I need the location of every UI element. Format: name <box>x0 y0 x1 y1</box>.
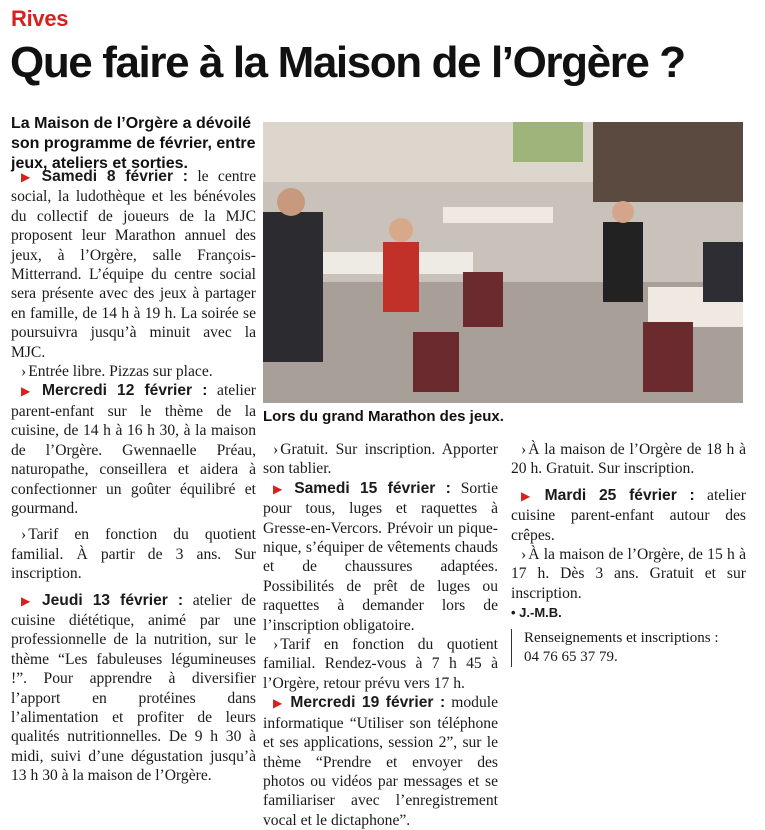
chevron-right-icon: › <box>21 363 27 381</box>
chevron-right-icon: › <box>273 441 279 458</box>
event-text: module informatique “Utiliser son téléphone et ses applications, session 2”, sur le thème “Prendre et envoyer des photos ou vidéos par messages et se familiariser avec l’enregistrement vocal et le dictaphone”. <box>263 694 498 829</box>
event-sat8 <box>11 167 256 362</box>
photo-caption: Lors du grand Marathon des jeux. <box>263 408 504 425</box>
event-practical <box>11 362 256 381</box>
event-date: Jeudi 13 février : <box>41 591 184 609</box>
chevron-right-icon: › <box>21 526 27 544</box>
event-date: Mardi 25 février : <box>544 486 695 504</box>
event-practical <box>263 440 498 479</box>
triangle-right-icon: ▶ <box>21 170 36 184</box>
chevron-right-icon: › <box>521 441 527 458</box>
triangle-right-icon: ▶ <box>21 384 36 399</box>
event-thu13 <box>11 591 256 786</box>
event-date: Mercredi 19 février : <box>290 694 446 712</box>
event-sat15 <box>263 479 498 635</box>
event-wed12 <box>11 381 256 518</box>
practical-text: Tarif en fonction du quotient familial. Rendez-vous à 7 h 45 à l’Orgère, retour prévu vers 17 h. <box>263 636 498 692</box>
info-label: Renseignements et inscriptions : <box>524 629 719 646</box>
section-kicker: Rives <box>11 6 69 31</box>
chevron-right-icon: › <box>273 636 279 654</box>
practical-text: Gratuit. Sur inscription. Apporter son tablier. <box>263 441 498 478</box>
info-phone: 04 76 65 37 79. <box>524 648 618 665</box>
practical-text: Tarif en fonction du quotient familial. À partir de 3 ans. Sur inscription. <box>11 526 256 583</box>
practical-text: À la maison de l’Orgère, de 15 h à 17 h. Dès 3 ans. Gratuit et sur inscription. <box>511 546 746 602</box>
event-text: Sortie pour tous, luges et raquettes à Gresse-en-Vercors. Prévoir un pique-nique, s’équiper de vêtements chauds et de chaussures adaptées. Possibilités de prêt de luges ou raquettes à demander lors de l’inscription obligatoire. <box>263 479 498 634</box>
event-practical <box>263 635 498 693</box>
event-date: Samedi 15 février : <box>294 479 451 497</box>
triangle-right-icon: ▶ <box>521 488 539 503</box>
practical-text: Entrée libre. Pizzas sur place. <box>28 363 213 381</box>
byline-text: J.-M.B. <box>519 605 562 621</box>
event-date: Samedi 8 février : <box>41 168 188 185</box>
triangle-right-icon: ▶ <box>273 481 289 496</box>
event-text: le centre social, la ludothèque et les bénévoles du collectif de joueurs de la MJC proposent leur Marathon annuel des jeux, à l’Orgère, salle François-Mitterrand. L’équipe du centre social sera présente avec des jeux à partager en famille, de 14 h à 19 h. La soirée se poursuivra jusqu’à minuit avec la MJC. <box>11 168 256 361</box>
event-text: atelier cuisine parent-enfant autour des crêpes. <box>511 486 747 544</box>
triangle-right-icon: ▶ <box>273 696 285 711</box>
event-practical <box>511 440 746 479</box>
article-photo <box>263 122 743 403</box>
column-2 <box>263 440 498 830</box>
article-headline: Que faire à la Maison de l’Orgère ? <box>10 38 685 87</box>
event-wed19 <box>263 693 498 830</box>
info-box <box>511 629 746 667</box>
column-3 <box>511 440 746 667</box>
article-lead: La Maison de l’Orgère a dévoilé son programme de février, entre jeux, ateliers et sorties. <box>11 115 256 172</box>
event-tue25 <box>511 486 746 545</box>
event-text: atelier de cuisine diététique, animé par une professionnelle de la nutrition, sur le thème “Les fabuleuses légumineuses !”. Pour apprendre à diversifier l’apport en protéines dans l’alimentation et profiter de leurs qualités nutritionnelles. De 9 h 30 à midi, suivi d’une dégustation jusqu’à 13 h 30 à la maison de l’Orgère. <box>11 591 256 785</box>
event-date: Mercredi 12 février : <box>41 382 208 400</box>
event-practical <box>11 525 256 583</box>
photo-illustration <box>263 122 743 403</box>
byline: • J.-M.B. <box>511 605 562 621</box>
practical-text: À la maison de l’Orgère de 18 h à 20 h. Gratuit. Sur inscription. <box>511 441 746 478</box>
triangle-right-icon: ▶ <box>21 593 36 608</box>
event-text: atelier parent-enfant sur le thème de la cuisine, de 14 h à 16 h 30, à la maison de l’Orgère. Gwennaelle Préau, naturopathe, conseillera et aidera à confectionner un goûter équilibré et gourmand. <box>11 382 256 517</box>
event-practical <box>511 545 746 603</box>
chevron-right-icon: › <box>521 546 527 564</box>
column-1 <box>11 167 256 786</box>
